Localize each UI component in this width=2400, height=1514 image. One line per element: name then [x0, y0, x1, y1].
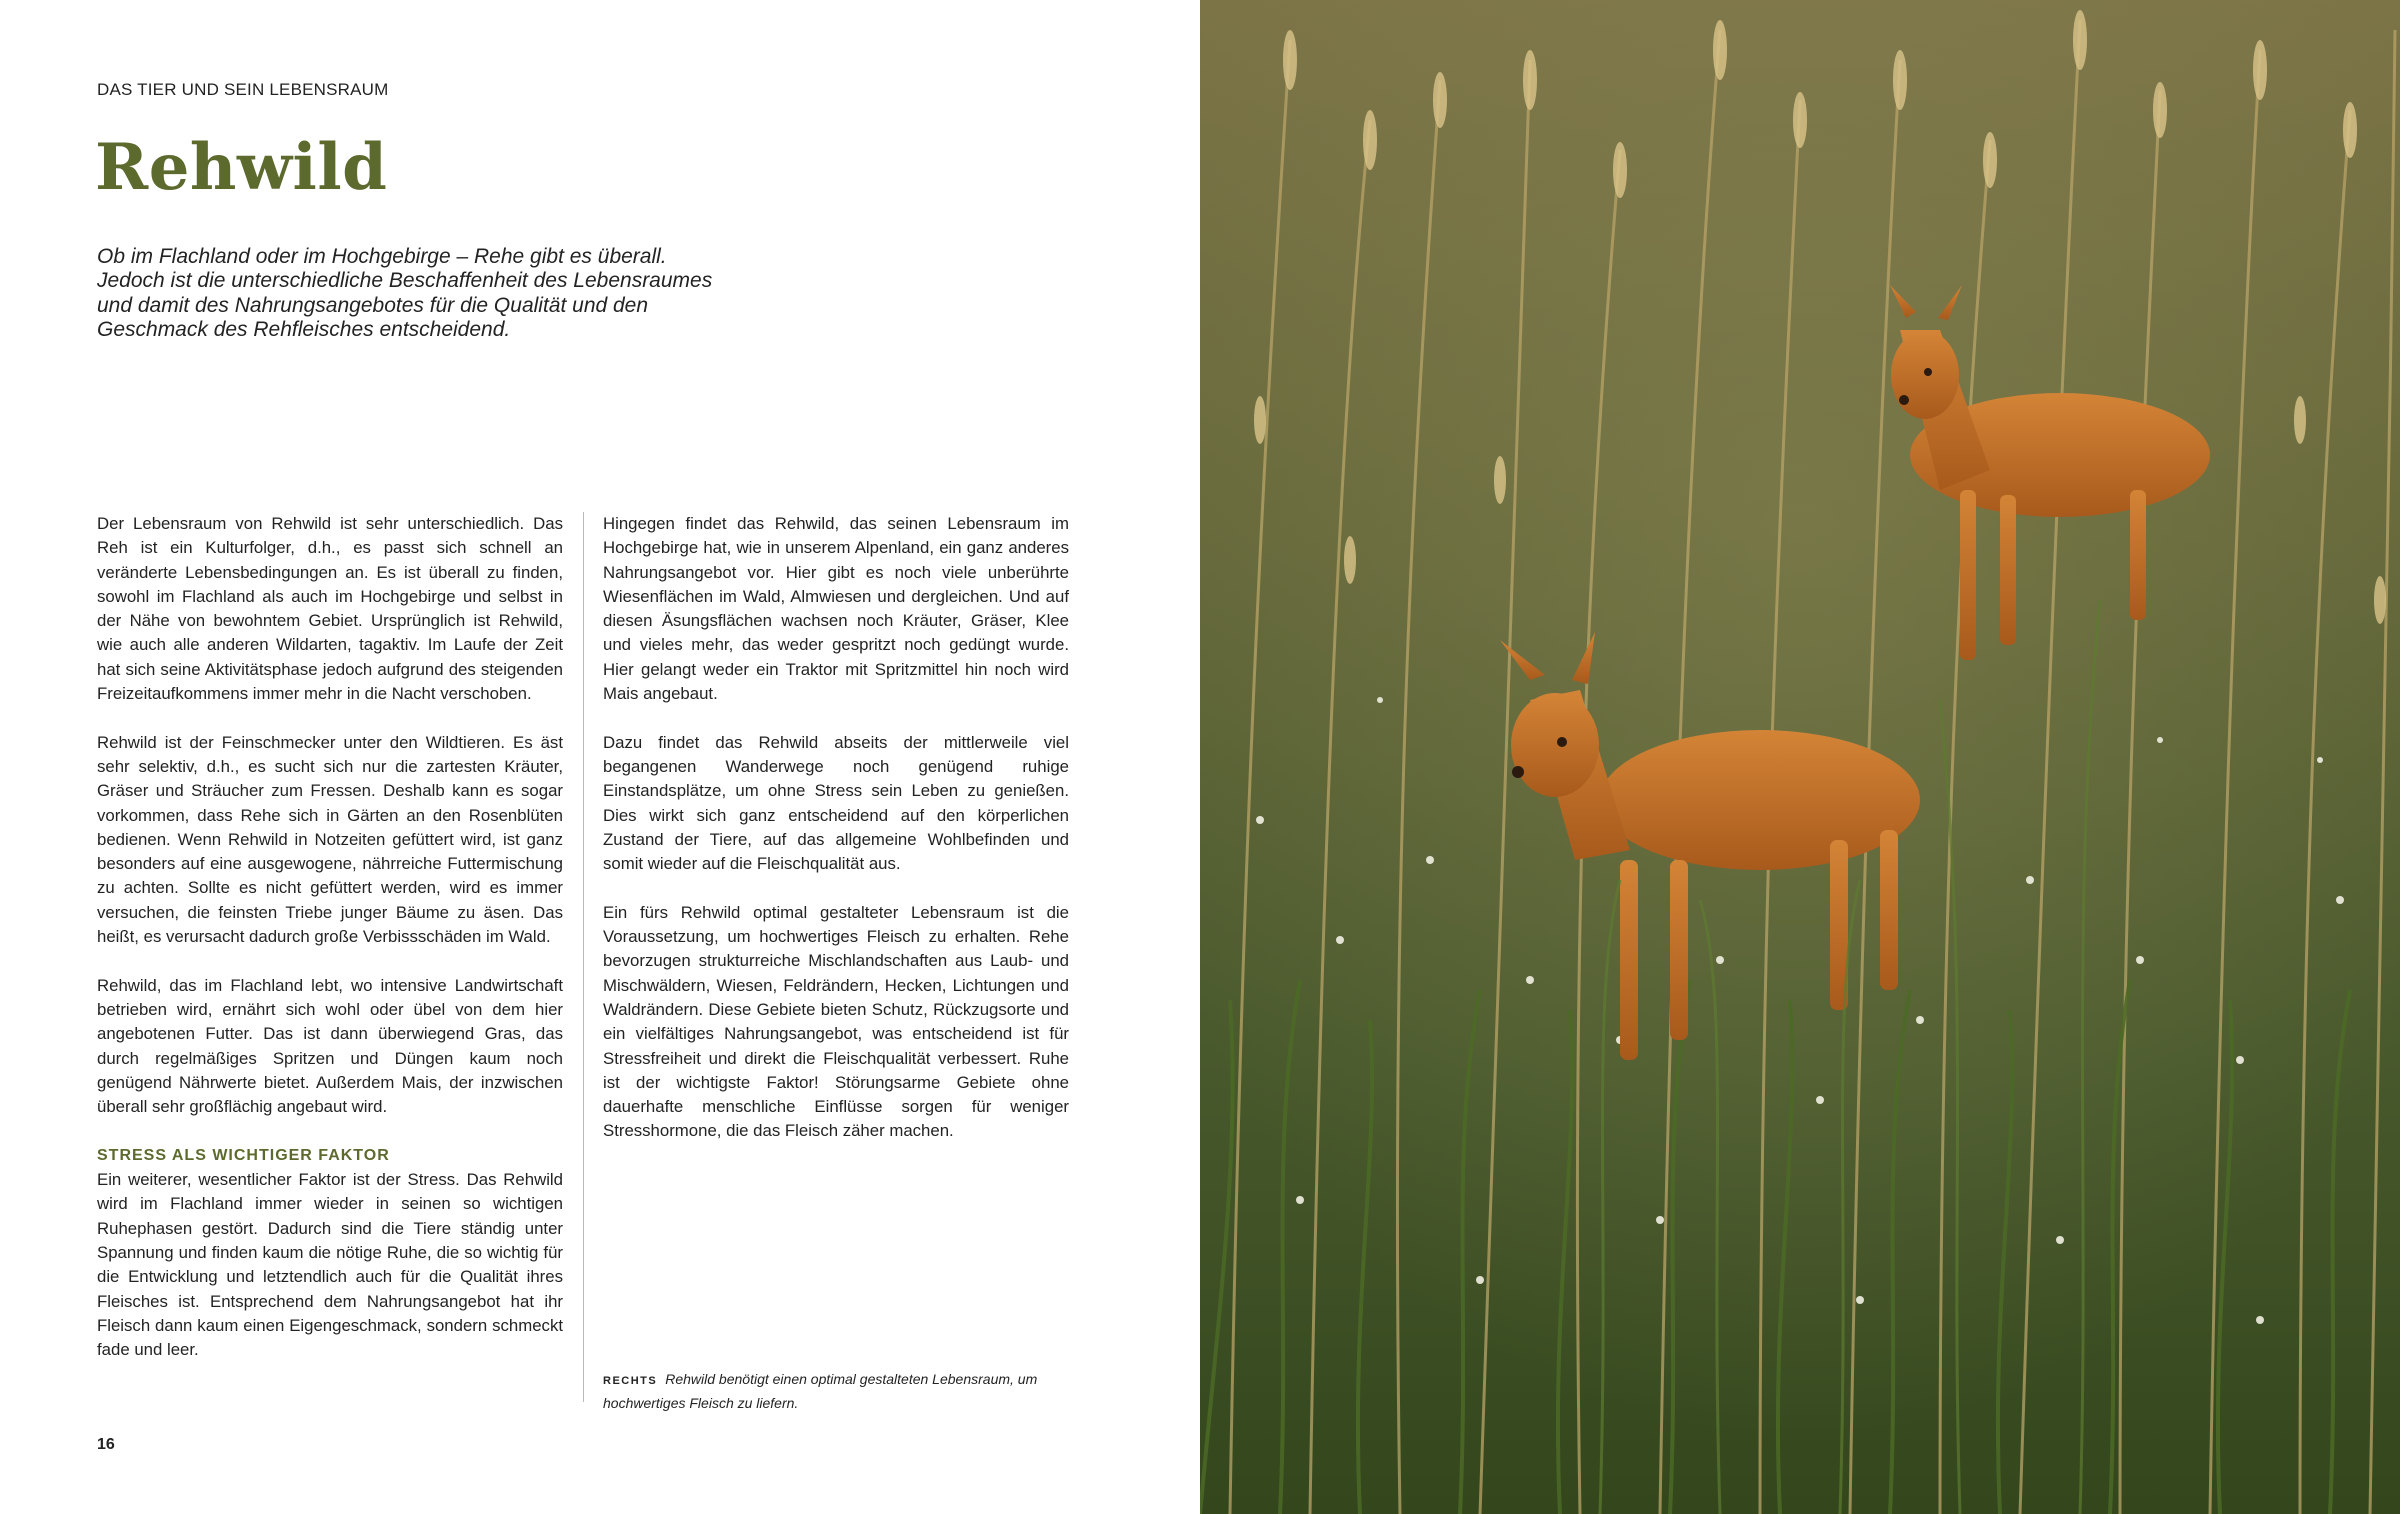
body-paragraph: Dazu findet das Rehwild abseits der mittlerweile viel begangenen Wanderwege noch genügend ruhige Einstandsplätze, um ohne Stress sein Leben zu genießen. Dies wirkt sich ganz entscheidend auf den körperlichen Zustand der Tiere, auf das allgemeine Wohlbefinden und somit wieder auf die Fleischqualität aus. [603, 732, 1069, 874]
meadow-illustration [1200, 0, 2400, 1514]
caption-text: Rehwild benötigt einen optimal gestalteten Lebensraum, um hochwertiges Fleisch zu liefern. [603, 1371, 1038, 1411]
body-paragraph: Ein weiterer, wesentlicher Faktor ist der Stress. Das Rehwild wird im Flachland immer wieder in seinen so wichtigen Ruhephasen gestört. Dadurch sind die Tiere ständig unter Spannung und finden kaum die nötige Ruhe, die so wichtig für die Entwicklung und letztendlich auch für die Qualität ihres Fleisches ist. Entsprechend dem Nahrungsangebot hat ihr Fleisch dann kaum einen Eigengeschmack, sondern schmeckt fade und leer. [97, 1170, 563, 1360]
body-paragraph: Hingegen findet das Rehwild, das seinen Lebensraum im Hochgebirge hat, wie in unserem Alpenland, ein ganz anderes Nahrungsangebot vor. Hier gibt es noch viele unberührte Wiesenflächen im Wald, Almwiesen und dergleichen. Und auf diesen Äsungsflächen wachsen noch Kräuter, Gräser, Klee und vieles mehr, das weder gespritzt noch gedüngt wurde. Hier gelangt weder ein Traktor mit Spritzmittel hin noch wird Mais angebaut. [603, 514, 1069, 704]
deer-meadow-photo [1200, 0, 2400, 1514]
body-paragraph: Rehwild ist der Feinschmecker unter den Wildtieren. Es äst sehr selektiv, d.h., es sucht sich nur die zartesten Kräuter, Gräser und Sträucher zum Fressen. Deshalb kann es sogar vorkommen, dass Rehe sich in Gärten an den Rosenblüten bedienen. Wenn Rehwild in Notzeiten gefüttert wird, ist ganz besonders auf eine ausgewogene, nährreiche Futtermischung zu achten. Sollte es nicht gefüttert werden, wird es immer versuchen, die feinsten Triebe junger Bäume zu äsen. Das heißt, es verursacht dadurch große Verbissschäden im Wald. [97, 732, 563, 947]
caption-label: RECHTS [603, 1375, 658, 1387]
page-number: 16 [97, 1436, 115, 1453]
section-kicker: DAS TIER UND SEIN LEBENSRAUM [97, 80, 389, 99]
body-paragraph: Rehwild, das im Flachland lebt, wo intensive Landwirtschaft betrieben wird, ernährt sich wohl oder übel von dem hier angebotenen Futter. Das ist dann überwiegend Gras, das durch regelmäßiges Spritzen und Düngen kaum noch genügend Nährwerte bietet. Außerdem Mais, der inzwischen überall sehr großflächig angebaut wird. [97, 975, 563, 1117]
page-title: Rehwild [95, 130, 388, 205]
body-paragraph: Der Lebensraum von Rehwild ist sehr unterschiedlich. Das Reh ist ein Kulturfolger, d.h., es passt sich schnell an veränderte Lebensbedingungen an. Es ist überall zu finden, sowohl im Flachland als auch im Hochgebirge und selbst in der Nähe von bewohntem Gebiet. Ursprünglich ist Rehwild, wie auch alle anderen Wildarten, tagaktiv. Im Laufe der Zeit hat sich seine Aktivitätsphase jedoch aufgrund des steigenden Freizeitaufkommens immer mehr in die Nacht verschoben. [97, 514, 563, 704]
section-subheading: STRESS ALS WICHTIGER FAKTOR [97, 1146, 390, 1164]
lead-paragraph: Ob im Flachland oder im Hochgebirge – Rehe gibt es überall. Jedoch ist die unterschiedliche Beschaffenheit des Lebensraumes und damit des Nahrungsangebotes für die Qualität und den Geschmack des Rehfleisches entscheidend. [97, 245, 713, 342]
body-paragraph: Ein fürs Rehwild optimal gestalteter Lebensraum ist die Voraussetzung, um hochwertiges Fleisch zu erhalten. Rehe bevorzugen strukturreiche Mischlandschaften aus Laub- und Mischwäldern, Wiesen, Feldrändern, Hecken, Lichtungen und Waldrändern. Diese Gebiete bieten Schutz, Rückzugsorte und ein vielfältiges Nahrungsangebot, was entscheidend ist für Stressfreiheit und direkt die Fleischqualität verbessert. Ruhe ist der wichtigste Faktor! Störungsarme Gebiete ohne dauerhafte menschliche Einflüsse sorgen für weniger Stresshormone, die das Fleisch zäher machen. [603, 902, 1069, 1141]
text-column-right [603, 512, 1069, 1168]
column-divider [583, 512, 584, 1402]
text-column-left [97, 512, 563, 1362]
photo-caption [603, 1368, 1073, 1414]
